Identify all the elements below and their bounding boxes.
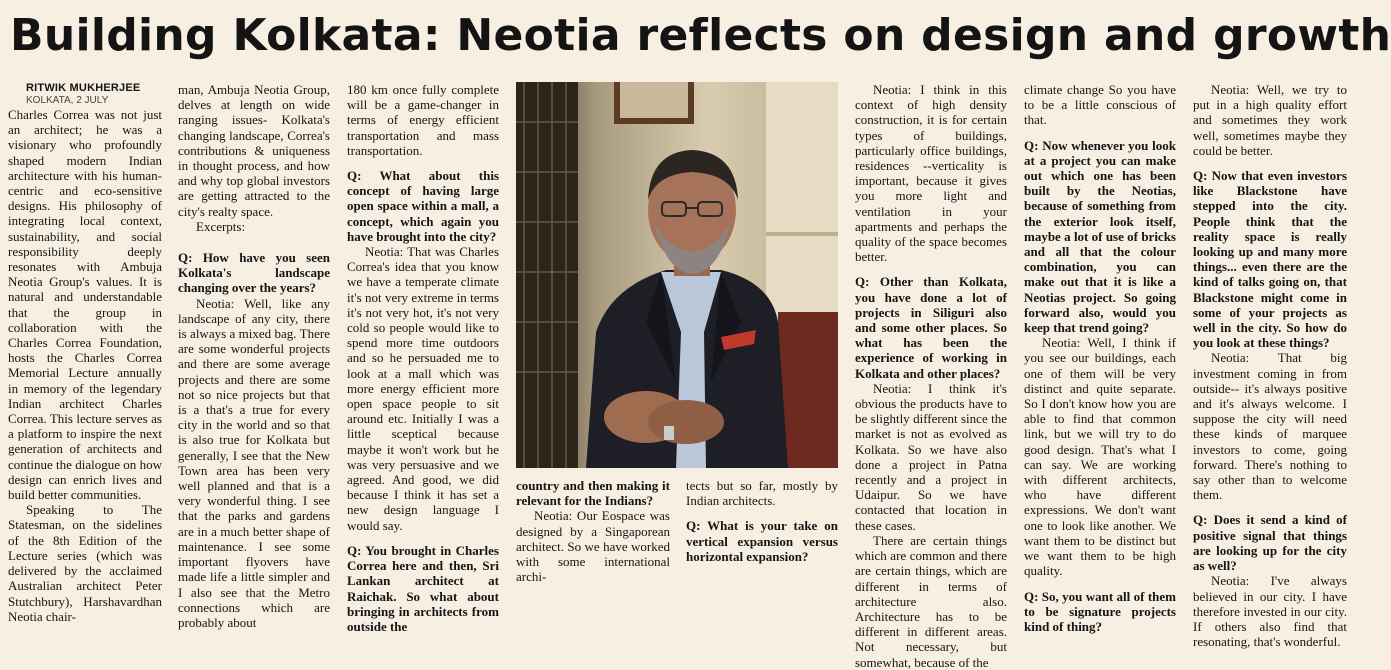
- paragraph: Charles Correa was not just an architect; he was a visionary who profoundly shaped modern Indian architecture with his human-centric and eco-sensitive designs. His philosophy of integrating local context, sustainability, and social responsibility deeply resonates with Ambuja Neotia Group's values. It is natural and understandable that the group in collaboration with the Charles Correa Foundation, hosts the Charles Correa Memorial Lecture annually in memory of the legendary Indian architect Charles Correa. This lecture serves as a platform to inspire the next generation of architects and continue the dialogue on how design can enrich lives and build better communities.: [8, 107, 162, 503]
- dateline: KOLKATA, 2 JULY: [26, 95, 109, 106]
- paragraph: Excerpts:: [196, 218, 246, 234]
- column-1: [8, 82, 162, 624]
- column-6: [1024, 82, 1176, 634]
- paragraph: climate change So you have to be a little conscious of that.: [1024, 82, 1176, 128]
- column-5: [855, 82, 1007, 670]
- question: Q: Does it send a kind of positive signal that things are looking up for the city as well?: [1193, 512, 1347, 574]
- column-3: [347, 82, 499, 634]
- answer: Neotia: Well, I think if you see our buildings, each one of them will be very distinct and quite separate. So I don't know how you are able to find that common link, but we will try to do good design. That's what I can say. We are working with different architects, who have different expressions. We don't want one to look like another. We want them to be distinct but we want them to be high quality.: [1024, 335, 1176, 579]
- question: country and then making it relevant for the Indians?: [516, 478, 670, 509]
- answer: Neotia: That was Charles Correa's idea that you know we have a temperate climate it's not very extreme in terms it's not very hot, it's not very cold so people would like to spend more time outdoors and so he persuaded me to look at a mall which was more energy efficient more open space people to sit around etc. Initially I was a little sceptical because maybe it won't work but he was very persuasive and we agreed. And good, we did because I think it has set a new design language I would say.: [347, 244, 499, 533]
- paragraph: man, Ambuja Neotia Group, delves at length on wide ranging issues- Kolkata's changing landscape, Correa's contributions & uniqueness in thought process, and how and why top global investors are getting attracted to the city's realty space.: [178, 82, 330, 219]
- answer: Neotia: Well, like any landscape of any city, there is always a mixed bag. There are some wonderful projects and there are some average projects and there are some not so nice projects but that is a that's a true for every city in the world and so that is also true for Kolkata but generally, I see that the New Town area has been very well planned and that is a very wonderful thing. I see that the parks and gardens are in a much better shape of maintenance. I see some important flyovers have made life a little simpler and I also see that the Metro connections which are probably about: [178, 295, 330, 630]
- below-photo-column-1: [516, 478, 670, 585]
- column-7: [1193, 82, 1347, 650]
- answer: Neotia: Well, we try to put in a high quality effort and sometimes they work well, sometimes maybe they could be better.: [1193, 82, 1347, 158]
- question: Q: Now that even investors like Blackstone have stepped into the city. People think that the reality space is really looking up and many more things... even there are the kind of talks going on, that Blackstone might come in some of your projects as well in the city. So how do you look at these things?: [1193, 168, 1347, 351]
- answer: Neotia: I think it's obvious the products have to be slightly different since the market is not as evolved as Kolkata. So we have also done a project in Patna recently and a project in Udaipur. So we have contacted that location in these cases.: [855, 380, 1007, 533]
- answer: Neotia: That big investment coming in from outside-- it's always positive and it's always welcome. I suppose the city will need these kinds of marquee investors to come, going forward. There's nothing to say other than to welcome them.: [1193, 350, 1347, 503]
- portrait-photo: [516, 82, 838, 468]
- question: Q: So, you want all of them to be signature projects kind of thing?: [1024, 588, 1176, 634]
- question: Q: What about this concept of having large open space within a mall, a concept, which again you have brought into the city?: [347, 168, 499, 244]
- column-2: [178, 82, 330, 630]
- below-photo-column-2: [686, 478, 838, 570]
- portrait-illustration: [516, 82, 838, 468]
- answer: Neotia: Our Eospace was designed by a Singaporean architect. So we have worked with some international archi-: [516, 508, 670, 585]
- question: Q: Now whenever you look at a project you can make out which one has been built by the Neotias, because of something from the exterior look itself, maybe a lot of use of bricks and all that the colour combination, you can make out that it is like a Neotias project. So going forward also, would you keep that trend going?: [1024, 137, 1176, 336]
- question: Q: What is your take on vertical expansion versus horizontal expansion?: [686, 518, 838, 564]
- question: Q: You brought in Charles Correa here and then, Sri Lankan architect at Raichak. So what about bringing in architects from outside the: [347, 542, 499, 634]
- answer: There are certain things which are common and there are certain things, which are different in terms of architecture also. Architecture has to be different in different areas. Not necessary, but somewhat, because of the: [855, 532, 1007, 670]
- answer: Neotia: I've always believed in our city. I have therefore invested in our city. If others also find that resonating, that's wonderful.: [1193, 573, 1347, 650]
- question: Q: How have you seen Kolkata's landscape changing over the years?: [178, 250, 330, 296]
- question: Q: Other than Kolkata, you have done a lot of projects in Siliguri also and some other places. So what has been the experience of working in Kolkata and other places?: [855, 274, 1007, 381]
- byline: RITWIK MUKHERJEE: [26, 82, 141, 94]
- paragraph: Speaking to The Statesman, on the sidelines of the 8th Edition of the Lecture series (which was delivered by the acclaimed Australian architect Peter Stutchbury), Harshavardhan Neotia chair-: [8, 502, 162, 624]
- paragraph: tects but so far, mostly by Indian architects.: [686, 478, 838, 509]
- paragraph: 180 km once fully complete will be a game-changer in terms of energy efficient transportation and mass transportation.: [347, 82, 499, 158]
- answer: Neotia: I think in this context of high density construction, it is for certain types of buildings, particularly office buildings, residences --verticality is important, because it gives you more light and ventilation in your apartments and perhaps the quality of the space becomes better.: [855, 82, 1007, 265]
- headline: Building Kolkata: Neotia reflects on design and growth: [10, 10, 1391, 61]
